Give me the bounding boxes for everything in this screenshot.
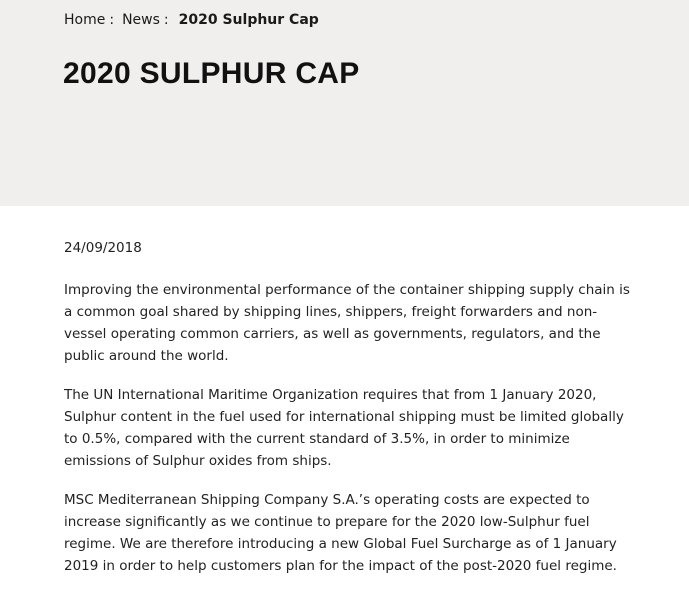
breadcrumb-separator: : xyxy=(163,12,169,28)
page-header-hero xyxy=(0,0,689,206)
article-paragraph: MSC Mediterranean Shipping Company S.A.’s operating costs are expected to increase significantly as we continue to prepare for the 2020 low-Sulphur fuel regime. We are therefore introducing a new Global Fuel Surcharge as of 1 January 2019 in order to help customers plan for the impact of the post-2020 fuel regime. xyxy=(64,492,617,574)
article-date: 24/09/2018 xyxy=(64,240,142,256)
article-paragraph: The UN International Maritime Organization requires that from 1 January 2020, Sulphur content in the fuel used for international shipping must be limited globally to 0.5%, compared with the current standard of 3.5%, in order to minimize emissions of Sulphur oxides from ships. xyxy=(64,387,624,469)
article-paragraph: Improving the environmental performance of the container shipping supply chain is a common goal shared by shipping lines, shippers, freight forwarders and non-vessel operating common carriers, as well as governments, regulators, and the public around the world. xyxy=(64,282,630,364)
breadcrumb-news-link[interactable]: News xyxy=(122,12,160,28)
breadcrumb-current: 2020 Sulphur Cap xyxy=(178,12,319,28)
breadcrumb xyxy=(64,11,319,29)
article-body xyxy=(64,237,634,594)
page-title: 2020 SULPHUR CAP xyxy=(63,57,360,90)
breadcrumb-separator: : xyxy=(109,12,115,28)
breadcrumb-home-link[interactable]: Home xyxy=(64,12,106,28)
